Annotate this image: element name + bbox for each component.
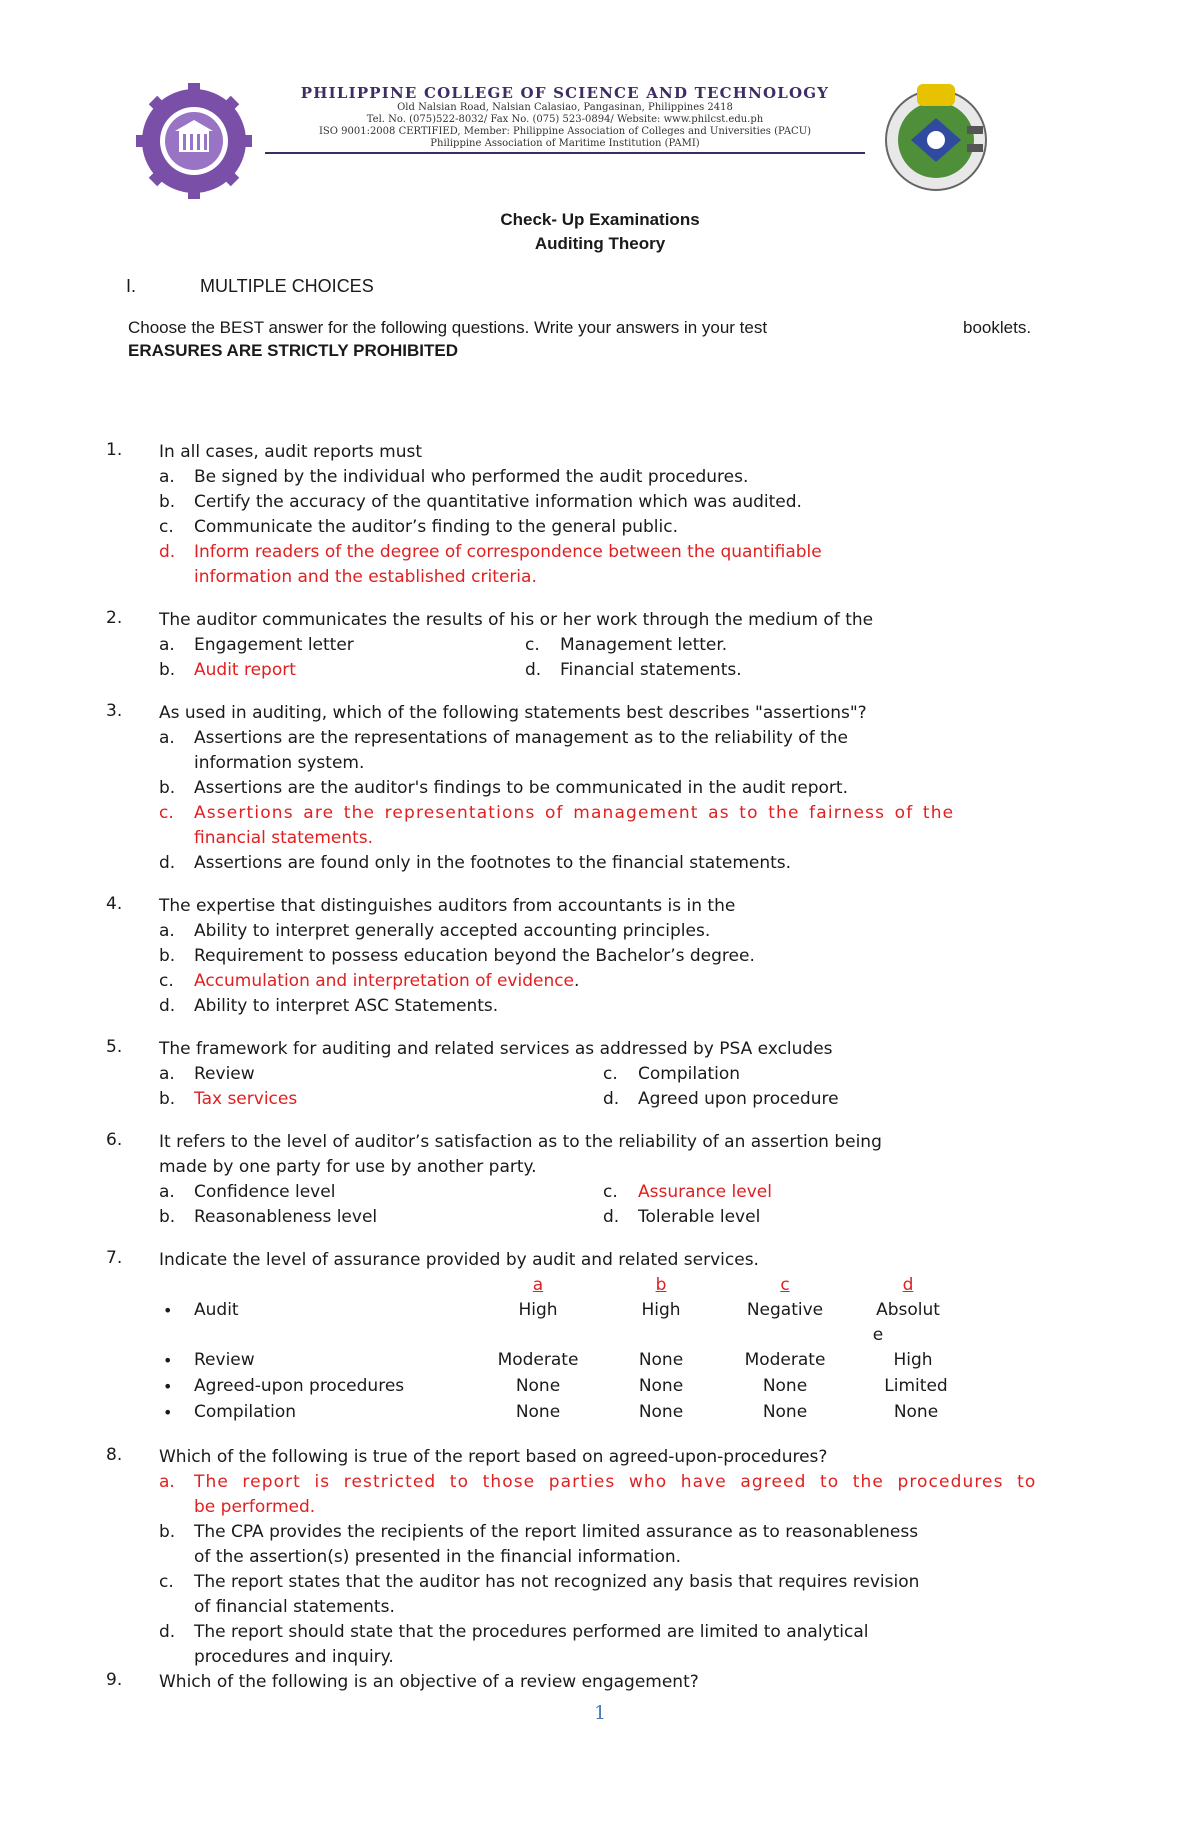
option-text: Management letter. xyxy=(560,635,728,655)
option-text: Financial statements. xyxy=(560,660,742,680)
option-letter: a. xyxy=(159,921,175,941)
option-text-continued: of the assertion(s) presented in the financial information. xyxy=(194,1547,682,1567)
option-b xyxy=(159,776,848,801)
question-text-continued: made by one party for use by another party. xyxy=(159,1157,537,1177)
option-a xyxy=(159,919,710,944)
option-c-answer xyxy=(159,969,579,994)
table-cell: High xyxy=(518,1300,558,1320)
option-text-continued: of financial statements. xyxy=(194,1597,395,1617)
option-letter: b. xyxy=(159,778,176,798)
option-letter: d. xyxy=(159,1622,176,1642)
section-label: MULTIPLE CHOICES xyxy=(200,276,374,296)
table-cell: Negative xyxy=(746,1300,824,1320)
table-cell: None xyxy=(638,1376,684,1396)
exam-subtitle: Auditing Theory xyxy=(534,234,666,253)
option-c-answer xyxy=(159,801,954,826)
option-d xyxy=(603,1205,760,1230)
bullet-icon: • xyxy=(163,1377,173,1396)
question-text: It refers to the level of auditor’s satisfaction as to the reliability of an assertion being xyxy=(159,1132,882,1152)
option-c-answer xyxy=(603,1180,772,1205)
option-letter: a. xyxy=(159,467,175,487)
option-text: The report states that the auditor has not recognized any basis that requires revision xyxy=(194,1572,920,1592)
table-header-c: c xyxy=(780,1275,790,1295)
option-a xyxy=(159,1180,335,1205)
option-letter: c. xyxy=(159,971,174,991)
row-label: Audit xyxy=(194,1300,239,1320)
table-cell: High xyxy=(641,1300,681,1320)
college-seal-logo xyxy=(135,82,253,200)
option-letter: b. xyxy=(159,1522,176,1542)
option-letter: d. xyxy=(159,996,176,1016)
option-letter: b. xyxy=(159,946,176,966)
option-text-continued: procedures and inquiry. xyxy=(194,1647,394,1667)
question-number: 9. xyxy=(106,1670,123,1690)
option-text: Audit report xyxy=(194,660,296,680)
question-number: 1. xyxy=(106,440,123,460)
option-letter: a. xyxy=(159,728,175,748)
table-cell: None xyxy=(638,1350,684,1370)
option-text-continued: information system. xyxy=(194,753,365,773)
question-number: 2. xyxy=(106,608,123,628)
option-text: Reasonableness level xyxy=(194,1207,378,1227)
option-d xyxy=(159,1620,869,1645)
option-letter: b. xyxy=(159,660,176,680)
option-letter: d. xyxy=(603,1207,620,1227)
question-number: 5. xyxy=(106,1037,123,1057)
option-letter: d. xyxy=(525,660,542,680)
option-b xyxy=(159,1205,377,1230)
option-text: Tolerable level xyxy=(638,1207,761,1227)
question-text: As used in auditing, which of the following statements best describes "assertions"? xyxy=(159,703,867,723)
option-letter: a. xyxy=(159,1472,175,1492)
option-text: Ability to interpret generally accepted accounting principles. xyxy=(194,921,711,941)
table-cell: Moderate xyxy=(744,1350,826,1370)
college-contact: Tel. No. (075)522-8032/ Fax No. (075) 523-0894/ Website: www.philcst.edu.ph xyxy=(366,114,764,125)
option-letter: c. xyxy=(525,635,540,655)
department-seal-logo xyxy=(877,78,995,196)
option-letter: c. xyxy=(159,1572,174,1592)
option-d xyxy=(159,851,791,876)
option-text: The CPA provides the recipients of the report limited assurance as to reasonableness xyxy=(194,1522,919,1542)
table-cell: None xyxy=(638,1402,684,1422)
table-cell-wrap: e xyxy=(872,1325,884,1345)
question-text: Which of the following is true of the report based on agreed-upon-procedures? xyxy=(159,1447,828,1467)
table-cell: None xyxy=(762,1376,808,1396)
option-text: Compilation xyxy=(638,1064,741,1084)
question-text: The auditor communicates the results of his or her work through the medium of the xyxy=(159,610,874,630)
page-number: 1 xyxy=(593,1702,607,1724)
section-number: I. xyxy=(126,276,137,296)
bullet-icon: • xyxy=(163,1351,173,1370)
table-cell: Moderate xyxy=(497,1350,579,1370)
question-text: Indicate the level of assurance provided by audit and related services. xyxy=(159,1250,759,1270)
question-text: Which of the following is an objective of a review engagement? xyxy=(159,1672,699,1692)
letterhead xyxy=(135,82,995,170)
bullet-icon: • xyxy=(163,1301,173,1320)
option-d xyxy=(159,994,498,1019)
question-number: 3. xyxy=(106,701,123,721)
option-text-period: . xyxy=(574,971,580,991)
table-cell: Limited xyxy=(884,1376,948,1396)
option-text: Engagement letter xyxy=(194,635,354,655)
instructions-text: Choose the BEST answer for the following questions. Write your answers in your test xyxy=(128,318,768,337)
exam-title: Check- Up Examinations xyxy=(500,210,700,229)
table-cell: High xyxy=(893,1350,933,1370)
option-b xyxy=(159,1520,918,1545)
option-text: Confidence level xyxy=(194,1182,336,1202)
option-letter: d. xyxy=(159,542,176,562)
question-text: In all cases, audit reports must xyxy=(159,442,423,462)
row-label: Agreed-upon procedures xyxy=(194,1376,405,1396)
option-a xyxy=(159,726,848,751)
option-b-answer xyxy=(159,658,296,683)
option-c xyxy=(603,1062,740,1087)
question-number: 7. xyxy=(106,1248,123,1268)
bullet-icon: • xyxy=(163,1403,173,1422)
table-header-d: d xyxy=(902,1275,914,1295)
option-c xyxy=(159,1570,919,1595)
option-text: Review xyxy=(194,1064,255,1084)
erasure-warning: ERASURES ARE STRICTLY PROHIBITED xyxy=(128,341,458,360)
option-letter: b. xyxy=(159,1089,176,1109)
option-a xyxy=(159,633,354,658)
option-letter: c. xyxy=(159,803,174,823)
option-text: Assertions are the representations of management as to the reliability of the xyxy=(194,728,848,748)
option-text: The report should state that the procedures performed are limited to analytical xyxy=(194,1622,869,1642)
instructions-text-end: booklets. xyxy=(963,318,1032,337)
option-text: Assertions are found only in the footnotes to the financial statements. xyxy=(194,853,792,873)
table-cell: None xyxy=(515,1376,561,1396)
table-header-b: b xyxy=(655,1275,667,1295)
option-text: Agreed upon procedure xyxy=(638,1089,839,1109)
option-b xyxy=(159,490,802,515)
option-b xyxy=(159,944,755,969)
option-b-answer xyxy=(159,1087,297,1112)
row-label: Compilation xyxy=(194,1402,297,1422)
option-text: Accumulation and interpretation of evidence xyxy=(194,971,575,991)
option-text: Certify the accuracy of the quantitative information which was audited. xyxy=(194,492,802,512)
question-number: 6. xyxy=(106,1130,123,1150)
option-c xyxy=(159,515,678,540)
question-number: 8. xyxy=(106,1445,123,1465)
option-d-answer xyxy=(159,540,822,565)
option-text: Be signed by the individual who performed the audit procedures. xyxy=(194,467,749,487)
question-number: 4. xyxy=(106,894,123,914)
option-text: Assertions are the auditor's findings to be communicated in the audit report. xyxy=(194,778,848,798)
option-text: Communicate the auditor’s finding to the general public. xyxy=(194,517,678,537)
option-text: Inform readers of the degree of correspondence between the quantifiable xyxy=(194,542,822,562)
option-letter: b. xyxy=(159,1207,176,1227)
option-text-continued: be performed. xyxy=(194,1497,316,1517)
option-letter: b. xyxy=(159,492,176,512)
option-text-continued: information and the established criteria. xyxy=(194,567,537,587)
option-text: The report is restricted to those parties who have agreed to the procedures to xyxy=(194,1472,1037,1492)
question-text: The expertise that distinguishes auditors from accountants is in the xyxy=(159,896,736,916)
option-a-answer xyxy=(159,1470,1036,1495)
option-text-continued: financial statements. xyxy=(194,828,374,848)
option-letter: c. xyxy=(603,1064,618,1084)
option-letter: c. xyxy=(603,1182,618,1202)
option-c xyxy=(525,633,727,658)
table-cell: None xyxy=(762,1402,808,1422)
question-text: The framework for auditing and related services as addressed by PSA excludes xyxy=(159,1039,833,1059)
option-text: Assurance level xyxy=(638,1182,772,1202)
option-letter: d. xyxy=(603,1089,620,1109)
college-address: Old Nalsian Road, Nalsian Calasiao, Pangasinan, Philippines 2418 xyxy=(397,102,733,113)
option-text: Tax services xyxy=(194,1089,298,1109)
table-cell: Absolut xyxy=(876,1300,940,1320)
table-header-a: a xyxy=(532,1275,544,1295)
option-letter: c. xyxy=(159,517,174,537)
option-letter: a. xyxy=(159,1064,175,1084)
college-iso: ISO 9001:2008 CERTIFIED, Member: Philippine Association of Colleges and Universities (PACU) xyxy=(318,126,812,137)
option-letter: a. xyxy=(159,635,175,655)
header-divider xyxy=(265,152,865,154)
table-cell: None xyxy=(893,1402,939,1422)
option-text: Assertions are the representations of management as to the fairness of the xyxy=(194,803,955,823)
college-pami: Philippine Association of Maritime Institution (PAMI) xyxy=(430,138,700,149)
option-text: Ability to interpret ASC Statements. xyxy=(194,996,499,1016)
option-letter: a. xyxy=(159,1182,175,1202)
option-a xyxy=(159,465,748,490)
option-a xyxy=(159,1062,255,1087)
table-cell: None xyxy=(515,1402,561,1422)
option-letter: d. xyxy=(159,853,176,873)
option-d xyxy=(525,658,742,683)
option-d xyxy=(603,1087,839,1112)
row-label: Review xyxy=(194,1350,255,1370)
college-name: PHILIPPINE COLLEGE OF SCIENCE AND TECHNOLOGY xyxy=(300,84,830,102)
option-text: Requirement to possess education beyond the Bachelor’s degree. xyxy=(194,946,755,966)
